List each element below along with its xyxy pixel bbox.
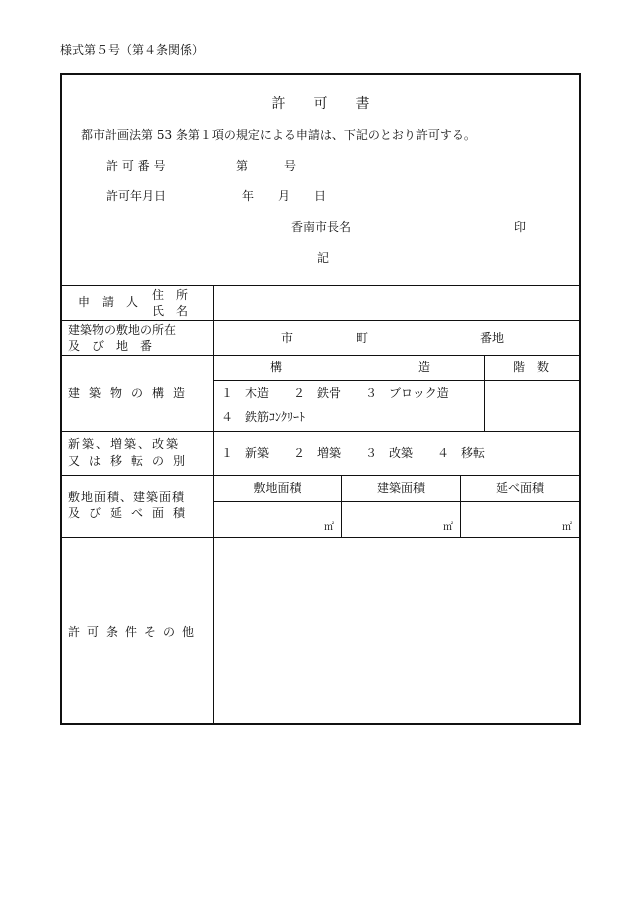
applicant-address-label: 住 所 — [152, 288, 189, 302]
structure-header-2: 造 — [418, 360, 431, 374]
applicant-name-label: 氏 名 — [152, 304, 189, 318]
square-meter-unit: ㎡ — [443, 522, 453, 533]
floors-column-divider — [484, 355, 485, 431]
divider — [62, 320, 579, 321]
permit-title: 許 可 書 — [271, 96, 370, 112]
permit-statement: 都市計画法第 53 条第１項の規定による申請は、下記のとおり許可する。 — [81, 128, 476, 142]
label-column-divider — [213, 285, 214, 723]
divider — [62, 355, 579, 356]
permit-number-value: 第 号 — [236, 159, 297, 173]
site-area-header: 敷地面積 — [253, 481, 302, 495]
divider — [62, 431, 579, 432]
structure-label: 建築物の構造 — [68, 386, 195, 400]
permit-date-label: 許可年月日 — [106, 189, 167, 203]
site-banchi-label: 番地 — [480, 331, 505, 345]
divider — [62, 537, 579, 538]
floors-header: 階 数 — [513, 360, 550, 374]
area-label-line1: 敷地面積、建築面積 — [68, 490, 186, 504]
site-label-line1: 建築物の敷地の所在 — [68, 323, 177, 337]
area-label-line2: 及び延べ面積 — [68, 506, 195, 520]
construction-type-label-line1: 新築、増築、改築 — [68, 437, 181, 451]
site-label-line2: 及 び 地 番 — [68, 339, 153, 353]
site-town-label: 町 — [356, 331, 369, 345]
structure-options-line1: １ 木造 ２ 鉄骨 ３ ブロック造 — [221, 386, 449, 400]
construction-type-options: １ 新築 ２ 増築 ３ 改築 ４ 移転 — [221, 446, 486, 460]
square-meter-unit: ㎡ — [324, 522, 334, 533]
permit-date-value: 年 月 日 — [242, 189, 327, 203]
divider — [62, 475, 579, 476]
ki-heading: 記 — [317, 251, 330, 265]
permit-number-label: 許 可 番 号 — [106, 159, 166, 173]
site-city-label: 市 — [281, 331, 294, 345]
divider — [62, 285, 579, 286]
conditions-label: 許可条件その他 — [68, 625, 202, 639]
divider — [213, 501, 579, 502]
form-number-label: 様式第５号（第４条関係） — [60, 43, 205, 57]
structure-options-line2: ４ 鉄筋ｺﾝｸﾘｰﾄ — [221, 410, 306, 424]
structure-header-1: 構 — [270, 360, 283, 374]
total-floor-area-header: 延べ面積 — [495, 481, 544, 495]
permit-form — [60, 73, 581, 725]
building-area-header: 建築面積 — [376, 481, 425, 495]
construction-type-label-line2: 又は移転の別 — [68, 454, 195, 468]
mayor-name: 香南市長名 — [291, 220, 352, 234]
divider — [213, 380, 579, 381]
seal-mark: 印 — [514, 220, 527, 234]
square-meter-unit: ㎡ — [562, 522, 572, 533]
applicant-label: 申 請 人 — [78, 295, 139, 309]
